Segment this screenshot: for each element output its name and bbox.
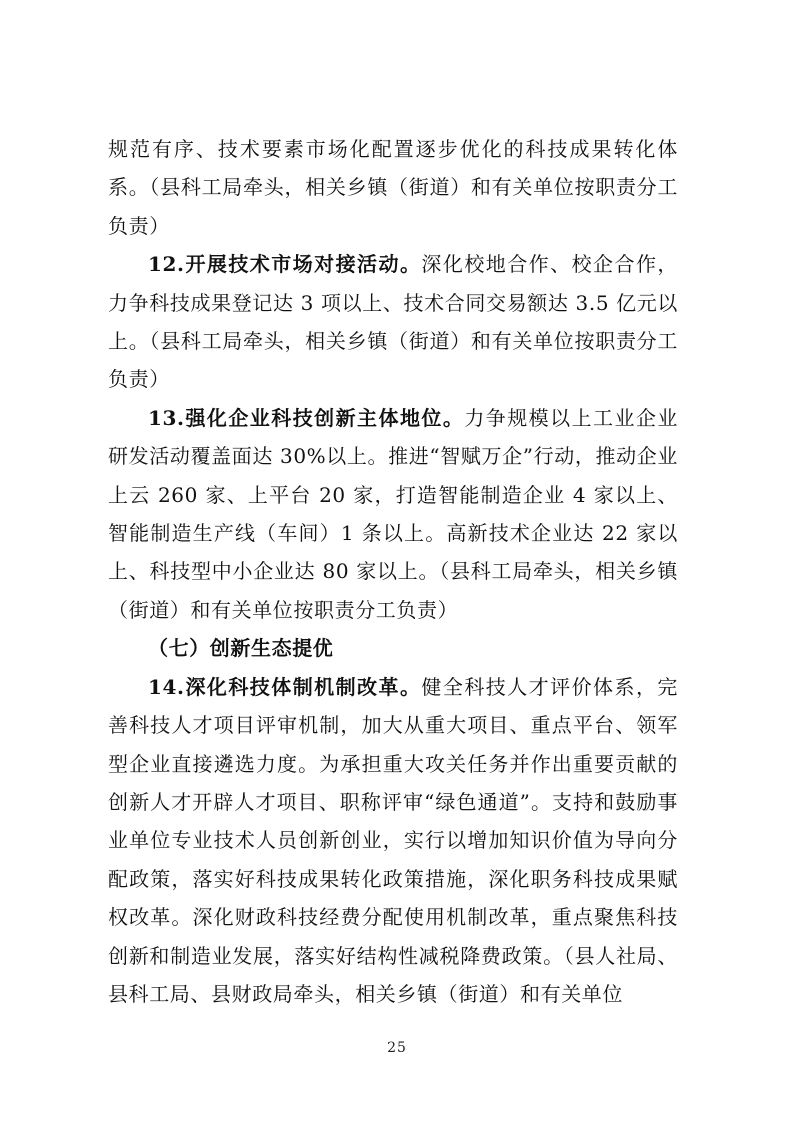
- item-heading: 12.开展技术市场对接活动。: [148, 252, 422, 277]
- paragraph-text: 深化校地合作、校企合作，力争科技成果登记达 3 项以上、技术合同交易额达 3.5 亿元以上。（县科工局牵头，相关乡镇（街道）和有关单位按职责分工负责）: [108, 252, 678, 392]
- paragraph-text: 规范有序、技术要素市场化配置逐步优化的科技成果转化体系。（县科工局牵头，相关乡镇（街道）和有关单位按职责分工负责）: [108, 137, 678, 238]
- paragraph-item-14: [108, 668, 678, 1014]
- item-heading: 13.强化企业科技创新主体地位。: [148, 405, 465, 430]
- page-number: 25: [387, 1040, 407, 1056]
- paragraph-text: 力争规模以上工业企业研发活动覆盖面达 30%以上。推进“智赋万企”行动，推动企业上云 260 家、上平台 20 家，打造智能制造企业 4 家以上、智能制造生产线（车间）1 条以上。高新技术企业达 22 家以上、科技型中小企业达 80 家以上。（县科工局牵头，相关乡镇（街道）和有关单位按职责分工负责）: [108, 405, 678, 622]
- paragraph-continuation: [108, 130, 678, 245]
- section-heading: （七）创新生态提优: [148, 636, 334, 661]
- document-body: [108, 130, 678, 1013]
- paragraph-item-13: [108, 399, 678, 629]
- paragraph-text: 健全科技人才评价体系，完善科技人才项目评审机制，加大从重大项目、重点平台、领军型企业直接遴选力度。为承担重大攻关任务并作出重要贡献的创新人才开辟人才项目、职称评审“绿色通道”。支持和鼓励事业单位专业技术人员创新创业，实行以增加知识价值为导向分配政策，落实好科技成果转化政策措施，深化职务科技成果赋权改革。深化财政科技经费分配使用机制改革，重点聚焦科技创新和制造业发展，落实好结构性减税降费政策。（县人社局、县科工局、县财政局牵头，相关乡镇（街道）和有关单位: [108, 674, 678, 1006]
- item-heading: 14.深化科技体制机制改革。: [148, 674, 422, 699]
- paragraph-item-12: [108, 245, 678, 399]
